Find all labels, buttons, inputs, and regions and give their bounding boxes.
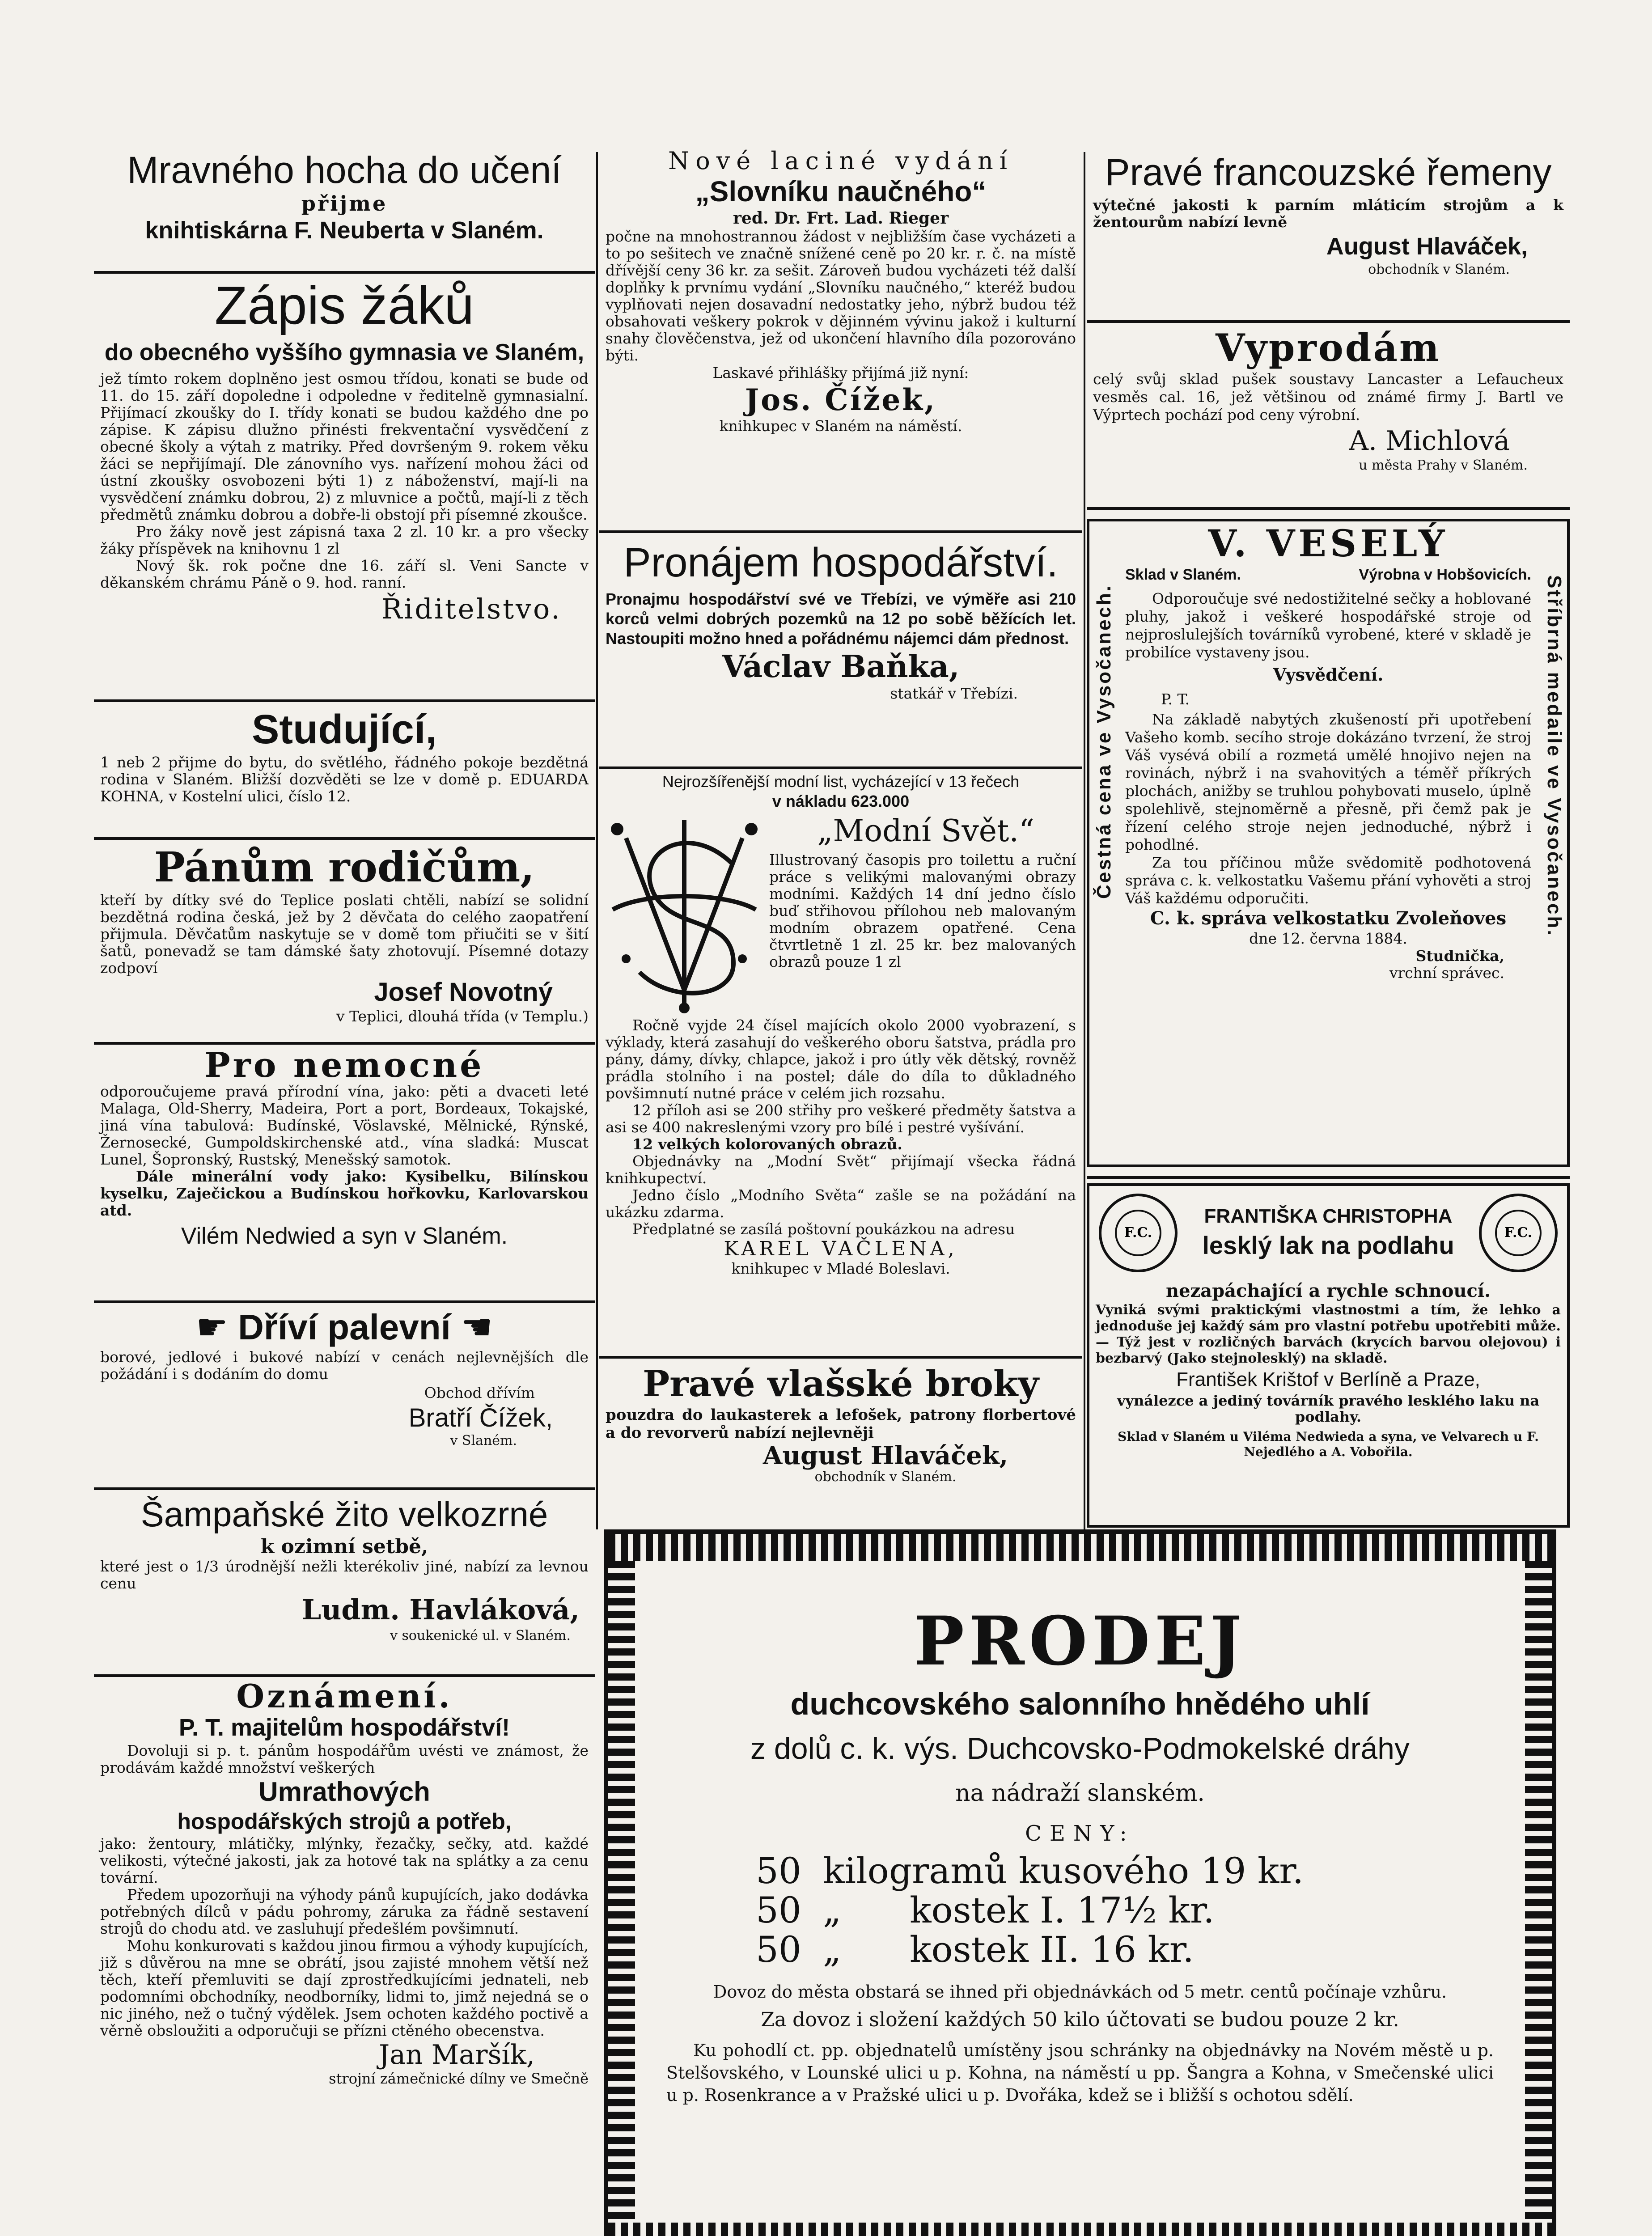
ad-signature: Řiditelstvo. [381,593,562,625]
price-table [648,1851,1512,1969]
ad-heading: nezapáchající a rychle schnoucí. [1166,1280,1491,1301]
divider [599,767,1082,769]
seal-icon [1476,1190,1561,1275]
ad-machines [94,1680,595,2216]
ad-body: Pronajmu hospodářství své ve Třebízi, ve výměře asi 210 korců velmi dobrých pozemků na 12 po sobě běžících let. Nastoupiti možno hned a pořádnému nájemci dám přednost. [606,590,1076,648]
divider [599,1356,1082,1359]
ad-title-row [94,1306,595,1349]
ad-encyclopedia [599,148,1082,528]
price-row [756,1851,1512,1891]
ad-title: Zápis žáků [214,276,474,335]
ad-address: strojní zámečnické dílny ve Smečně [329,2070,589,2087]
ad-title: Pravé vlašské broky [643,1363,1039,1405]
ad-signature: Ludm. Havláková, [301,1593,580,1626]
divider [94,699,595,702]
ad-body: pouzdra do laukasterek a lefošek, patrony florbertové a do revorverů nabízí nejlevněji [606,1406,1076,1442]
ad-body: 12 příloh asi se 200 střihy pro veškeré předměty šatstva a asi se 400 nakreslenými vzory pro bílé i pestré vyšívání. [606,1101,1076,1136]
ad-body: Na základě nabytých zkušeností při upotřebení Vašeho komb. secího stroje dokázáno tvrzení, že stroj Váš vysévá obilí a rozmetá umělé hnojivo nejen na rovinách, nýbrž i na svahovitých a téměř příkrých plochách, anižby se truhlou pohybovati muselo, úplně spolehlivě, stejnoměrně a přesně, při čemž pak je řízení celého stroje nejen jednoduché, nýbrž i pohodlné. [1125,711,1531,853]
border-ornament [608,1534,1552,1561]
price-desc: „ kostek I. 17½ kr. [823,1889,1215,1931]
ad-address: statkář v Třebízi. [890,685,1018,702]
ad-title: Pravé francouzské řemeny [1105,151,1552,193]
ad-heading: Umrathových [258,1777,430,1807]
ad-title: Nové laciné vydání [668,148,1014,175]
ad-body: Mohu konkurovati s každou jinou firmou a výhody kupujících, již s důvěrou na mne se obrátí, jsou zajisté mnohem větší než těch, kteří přemluviti se dají zprostředkujícími jednateli, neb podomními obchodníky, neodborníky, lidmi to, jimž nejedná se o nic jiného, než o tučný výdělek. Jsem ochoten každého poctivě a věrně obsloužiti a odporučuji se přízni ctěného obecenstva. [100,1937,589,2039]
price-row [756,1891,1512,1930]
ad-body: Ročně vyjde 24 čísel majících okolo 2000 vyobrazení, s výklady, která zasahují do veškerého oboru šatstva, prádla pro pány, dámy, dívky, chlapce, jakož i pro útly věk dětský, rovněž prádla stolního i na postel; dále do díla to důkladného povšimnutí nutné práce v celém jich rozsahu. [606,1016,1076,1102]
ad-signature: knihtiskárna F. Neuberta v Slaném. [145,217,544,244]
ad-title: Pánům rodičům, [154,843,535,891]
divider [94,837,595,840]
ad-line: z dolů c. k. výs. Duchcovsko-Podmokelské dráhy [750,1732,1410,1766]
ad-signature: Vilém Nedwied a syn v Slaném. [181,1223,508,1249]
price-qty: 50 [756,1850,801,1892]
ad-signature: Bratří Čížek, [408,1403,553,1432]
ad-body: výtečné jakosti k parním mláticím strojům a k žentourům nabízí levně [1093,196,1563,231]
vertical-label-right: Stříbrná medaile ve Vysočanech. [1543,575,1565,937]
ad-signature-note: vynálezce a jediný továrník pravého lesklého laku na podlahy. [1117,1392,1540,1425]
border-ornament [1525,1561,1552,2223]
ad-address: Sklad v Slaném u Viléma Nedwieda a syna, ve Velvarech u F. Nejedlého a A. Vobořila. [1118,1429,1539,1459]
ad-title: FRANTIŠKA CHRISTOPHA [1204,1205,1453,1227]
ad-signature-title: vrchní správec. [1389,964,1504,982]
ad-signature: Josef Novotný [374,978,553,1007]
ad-firewood [94,1306,595,1485]
ad-apprentice [94,148,595,268]
column-rule [596,152,598,1529]
ad-note: Dovoz do města obstará se ihned při objednávkách od 5 metr. centů počínaje vzhůru. [713,1982,1447,2002]
ad-title: „Modní Svět.“ [817,813,1034,849]
ad-date: dne 12. června 1884. [1249,930,1407,947]
ad-body: jako: žentoury, mlátičky, mlýnky, řezačky, sečky, atd. každé velikosti, výtečné jakosti, jak za hotové tak na splátky a za cenu tovární. [100,1835,589,1886]
ad-title: PRODEJ [914,1602,1246,1681]
ad-title: Oznámení. [236,1680,453,1715]
divider [94,1300,595,1303]
ad-body: které jest o 1/3 úrodnější nežli kterékoliv jiné, nabízí za levnou cenu [100,1558,589,1592]
ad-note: Za dovoz i složení každých 50 kilo účtovati se budou pouze 2 kr. [761,2008,1399,2031]
ad-address: knihkupec v Mladé Boleslavi. [731,1260,950,1277]
divider [94,1042,595,1045]
ad-body: Illustrovaný časopis pro toilettu a ruční práce s velikými malovanými obrazy modními. Každých 14 dní jedno číslo buď střihovou přílohou neb malovaným modním obrazem opatřené. Cena čtvrtletně 1 zl. 25 kr. bez malovaných obrazů pouze 1 zl [769,851,1076,970]
ad-title: Pronájem hospodářství. [623,540,1058,585]
ad-salutation: P. T. [1161,690,1190,708]
divider [1087,507,1570,510]
ad-coal-sale [604,1529,1556,2236]
ad-signature: Studnička, [1415,947,1504,965]
ad-body: 1 neb 2 přijme do bytu, do světlého, řádného pokoje bezdětná rodina v Slaném. Bližší dozvěděti se lze v domě p. EDUARDA KOHNA, v Kostelní ulici, číslo 12. [100,754,589,805]
ad-title: V. VESELÝ [1208,522,1449,565]
ad-body: celý svůj sklad pušek soustavy Lancaster a Lefaucheux vesměs cal. 16, jež většinou od známé firmy J. Bartl ve Výprtech pochází pod ceny výrobní. [1093,370,1563,423]
pointing-hand-icon: ☛ [196,1307,238,1347]
ad-wines [94,1047,595,1298]
vertical-label-left: Čestná cena ve Vysočanech. [1093,584,1115,899]
divider [1087,1176,1570,1179]
ad-signature: František Krištof v Berlíně a Praze, [1176,1368,1480,1390]
divider [94,1487,595,1490]
ad-body: počne na mnohostrannou žádost v nejbližším čase vycházeti a to po sešitech ve značně snížené ceně po 20 kr. r. č. na místě dřívější ceny 36 kr. za sešit. Zároveň budou vycházeti též další doplňky k prvnímu vydání „Slovníku naučného,“ kteréž budou vyplňovati nejen dosavadní nedostatky jeho, nýbrž budou též obsahovati veškery pokrok v dějinném vývinu jakož i kulturní snahy člověčenstva, jež od ukončení hlavního díla pozorováno býti. [606,228,1076,364]
ad-body: Pro žáky nově jest zápisná taxa 2 zl. 10 kr. a pro všecky žáky příspěvek na knihovnu 1 zl [100,523,589,557]
ad-body: Za tou příčinou může svědomitě podhotovená správa c. k. velkostatku Vašemu přání vyhověti a stroj Váš každému odporučiti. [1125,854,1531,907]
ad-body: Dovoluji si p. t. pánům hospodářům uvésti ve známost, že prodávám každé množství veškerých [100,1742,589,1776]
price-desc: „ kostek II. 16 kr. [823,1929,1194,1970]
ad-line: CENY: [1025,1821,1135,1846]
ad-address: u města Prahy v Slaném. [1359,457,1528,473]
ad-subtitle: přijme [301,191,388,216]
ad-sale-rifles [1087,326,1570,504]
ad-title: Vyprodám [1216,326,1441,370]
divider [1087,320,1570,323]
ad-top: v nákladu 623.000 [772,792,910,810]
ad-signature: A. Michlová [1349,425,1510,457]
ad-body: Laskavé přihlášky přijímá již nyní: [712,364,969,381]
price-row [756,1930,1512,1969]
ad-subtitle: do obecného vyššího gymnasia ve Slaném, [104,339,585,365]
ad-shot [599,1361,1082,1509]
column-middle [599,148,1082,1509]
ad-line: duchcovského salonního hnědého uhlí [790,1686,1370,1721]
ad-student-lodging [94,705,595,834]
ad-fashion-journal [599,772,1082,1353]
ad-body: kteří by dítky své do Teplice poslati chtěli, nabízí se solidní bezdětná rodina česká, jež by 2 děvčata do celého zaopatření přijmula. Děvčatům naskytuje se v domě tom přiučiti se v šití šatů, ponevadž se tam dámské šaty zhotovují. Písemné dotazy zodpoví [100,891,589,977]
ad-left-label: Sklad v Slaném. [1125,566,1241,583]
ad-body: Odporoučuje své nedostižitelné sečky a hoblované pluhy, jakož i veškeré hospodářské stroje od nejproslulejších továrníků vyrobené, které v skladě je probilíce vystaveny jsou. [1125,590,1531,661]
ad-address: knihkupec v Slaném na náměstí. [719,417,962,435]
ad-heading: P. T. majitelům hospodářství! [178,1714,510,1741]
ad-body: 12 velkých kolorovaných obrazů. [632,1135,902,1153]
seal-text: F.C. [1124,1225,1152,1241]
ad-body: Předplatné se zasílá poštovní poukázkou na adresu [632,1220,1015,1238]
ad-top: Nejrozšířenější modní list, vycházející v 13 řečech [662,772,1020,791]
monogram-icon [599,811,769,1017]
ad-signature: August Hlaváček, [1326,233,1528,260]
ad-vesely [1087,519,1570,1167]
monogram-ornament [599,811,769,1017]
ad-subtitle: k ozimní setbě, [260,1535,428,1558]
price-qty: 50 [756,1929,801,1970]
ad-body: Nový šk. rok počne dne 16. září sl. Veni Sancte v děkanském chrámu Páně o 9. hod. ranní. [100,557,589,591]
ad-note: Ku pohodlí ct. pp. objednatelů umístěny jsou schránky na objednávky na Novém městě u p. Stelšovského, v Lounské ulici u p. Kohna, na náměstí u pp. Šangra a Kohna, v Smečenské ulici u p. Rosenkrance a v Pražské ulici u p. Dvořáka, kdež se i bližší s ochotou sdělí. [666,2041,1494,2105]
divider [599,530,1082,533]
pointing-hand-icon: ☚ [450,1307,493,1347]
ad-address: obchodník v Slaném. [1368,262,1510,277]
ad-editor: red. Dr. Frt. Lad. Rieger [733,209,949,228]
divider [94,271,595,274]
ad-body: Vyniká svými praktickými vlastnostmi a tím, že lehko a jednoduše jej každý sám pro vlastní potřebu upotřebiti může. — Týž jest v rozličných barvách (krycích barvou olejovou) i bezbarvý (Jako stejnolesklý) na skladě. [1096,1302,1561,1366]
seal-text: F.C. [1504,1225,1533,1241]
ad-signature-line: Obchod dřívím [424,1384,535,1402]
ad-parents [94,843,595,1039]
ad-address: v soukenické ul. v Slaném. [390,1628,571,1643]
ad-body: jež tímto rokem doplněno jest osmou třídou, konati se bude od 11. do 15. září dopoledne i odpoledne v ředitelně gymnasialní. Přijímací zkoušky do I. třídy konati se budou každého dne po zápise. K zápisu dlužno přinésti frekventační vysvědčení z obecné školy a výtah z matriky. Před dovršeným 9. rokem věku žáci se nepřijímají. Dle zánovního vys. nařízení mohou žáci od ústní zkoušky osvobozeni býti 1) z náboženství, mají-li na vysvědčení známku dobrou, 2) z mluvnice a počtů, mají-li z těch předmětů známku dobrou a dobře-li obstojí při písemné zkoušce. [100,370,589,523]
ad-title: „Slovníku naučného“ [695,175,987,208]
ad-heading: Vysvědčení. [1273,665,1384,685]
ad-title: Mravného hocha do učení [127,149,562,191]
price-desc: kilogramů kusového 19 kr. [823,1850,1304,1892]
ad-title: Pro nemocné [204,1047,484,1085]
seal-icon [1096,1190,1181,1275]
border-ornament [608,2223,1552,2236]
ad-heading: hospodářských strojů a potřeb, [177,1809,512,1834]
ad-body: Objednávky na „Modní Svět“ přijímají všecka řádná knihkupectví. [606,1152,1076,1187]
ad-subtitle: lesklý lak na podlahu [1202,1231,1454,1259]
ad-signature: KAREL VAČLENA, [724,1237,958,1260]
ad-body: borové, jedlové i bukové nabízí v cenách nejlevnějších dle požádání i s dodáním do domu [100,1348,589,1383]
border-ornament [608,1561,635,2223]
ad-address: obchodník v Slaném. [814,1469,957,1485]
ad-title: Šampaňské žito velkozrné [140,1495,548,1534]
ad-body: Dále minerální vody jako: Kysibelku, Bilínskou kyselku, Zaječickou a Budínskou hořkovku, Karlovarskou atd. [100,1168,589,1219]
ad-right-label: Výrobna v Hobšovicích. [1359,566,1531,583]
ad-signature: Václav Baňka, [722,649,960,685]
ad-christoph [1087,1183,1570,1528]
ad-line: na nádraží slanském. [955,1780,1205,1807]
ad-rye [94,1493,595,1672]
ad-signature: C. k. správa velkostatku Zvoleňoves [1150,908,1507,929]
column-right [1087,148,1570,1528]
divider [94,1674,595,1677]
ad-address: v Teplici, dlouhá třída (v Templu.) [336,1008,589,1025]
ad-body: Předem upozorňuji na výhody pánů kupujících, jako dodávka potřebných dílců v pádu pohromy, záruka za řádně sestavení strojů do chodu atd. ve zasluhují předešlém povšimnutí. [100,1886,589,1937]
column-rule [1084,152,1085,1529]
ad-body: odporoučujeme pravá přírodní vína, jako: pěti a dvaceti leté Malaga, Old-Sherry, Madeira, Port a port, Bordeaux, Tokajské, jiná vína tabulová: Budínské, Vöslavské, Mělnické, Rýnské, Žernosecké, Gumpoldskirchenské atd., vína sladká: Muscat Lunel, Šopronský, Rustský, Menešský samotok. [100,1083,589,1168]
ad-signature: Jan Maršík, [379,2039,535,2071]
ad-gymnasium [94,276,595,697]
ad-belts [1087,148,1570,318]
ad-address: v Slaném. [450,1433,517,1448]
ad-body: Jedno číslo „Modního Světa“ zašle se na požádání na ukázku zdarma. [606,1186,1076,1221]
ad-farm-lease [599,536,1082,764]
ad-title: Studující, [252,707,437,752]
ad-signature: Jos. Čížek, [745,382,937,417]
column-left [94,148,595,2216]
ad-signature: August Hlaváček, [762,1441,1008,1470]
price-qty: 50 [756,1889,801,1931]
ad-title: Dříví palevní [238,1307,451,1347]
